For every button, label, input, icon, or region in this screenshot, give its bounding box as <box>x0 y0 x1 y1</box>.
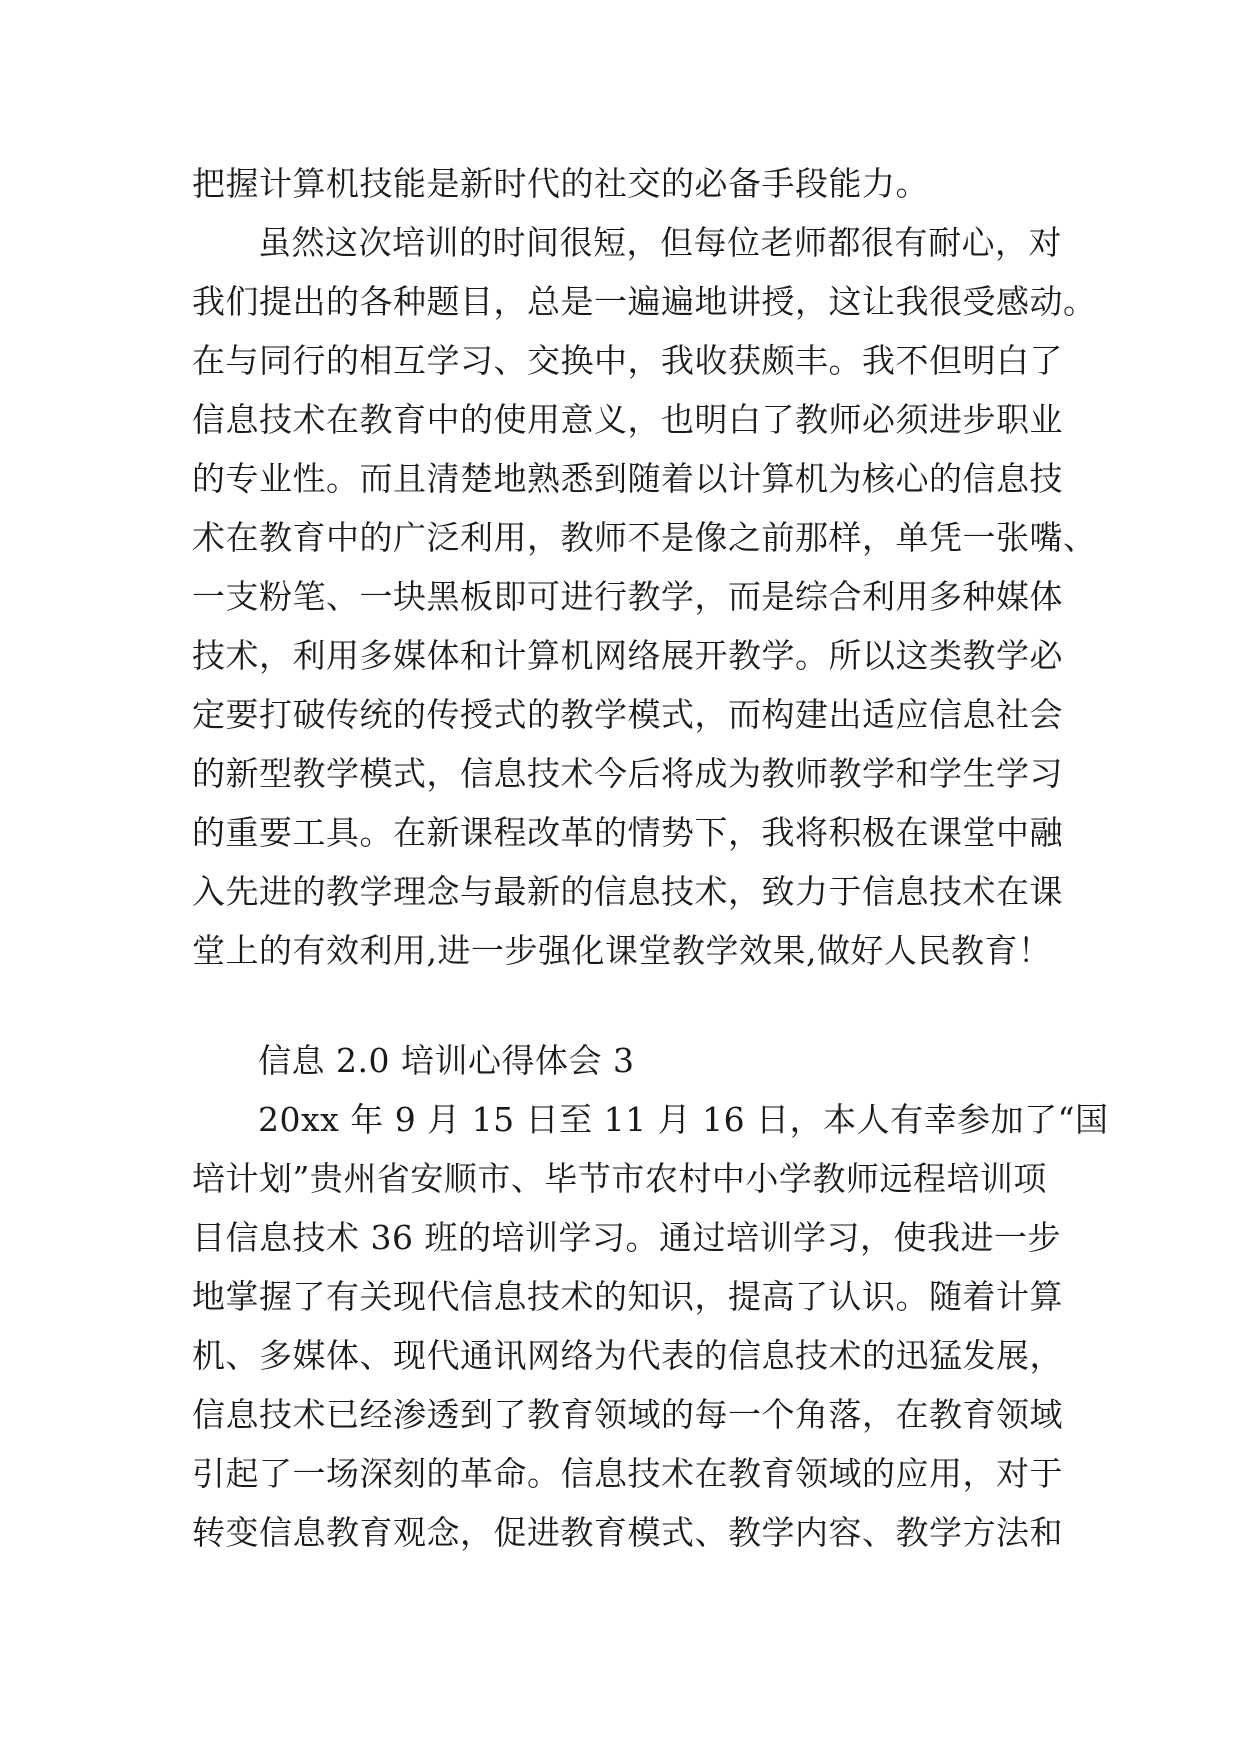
paragraph-line: 堂上的有效利用,进一步强化课堂教学效果,做好人民教育！ <box>192 931 1052 970</box>
paragraph-line: 信息技术在教育中的使用意义，也明白了教师必须进步职业 <box>192 400 1063 439</box>
paragraph-line: 我们提出的各种题目，总是一遍遍地讲授，这让我很受感动。 <box>192 282 1097 321</box>
paragraph-line: 地掌握了有关现代信息技术的知识，提高了认识。随着计算 <box>192 1277 1063 1316</box>
paragraph-line: 机、多媒体、现代通讯网络为代表的信息技术的迅猛发展， <box>192 1336 1063 1375</box>
paragraph-line: 的专业性。而且清楚地熟悉到随着以计算机为核心的信息技 <box>192 459 1063 498</box>
paragraph-line: 20xx 年 9 月 15 日至 11 月 16 日，本人有幸参加了“国 <box>258 1100 1109 1139</box>
paragraph-line: 术在教育中的广泛利用，教师不是像之前那样，单凭一张嘴、 <box>192 518 1097 557</box>
paragraph-line: 一支粉笔、一块黑板即可进行教学，而是综合利用多种媒体 <box>192 577 1063 616</box>
paragraph-line: 的新型教学模式，信息技术今后将成为教师教学和学生学习 <box>192 754 1063 793</box>
paragraph-line: 引起了一场深刻的革命。信息技术在教育领域的应用，对于 <box>192 1454 1063 1493</box>
paragraph-line: 虽然这次培训的时间很短，但每位老师都很有耐心，对 <box>258 223 1062 262</box>
paragraph-line: 技术，利用多媒体和计算机网络展开教学。所以这类教学必 <box>192 636 1063 675</box>
paragraph-line: 定要打破传统的传授式的教学模式，而构建出适应信息社会 <box>192 695 1063 734</box>
paragraph-line: 入先进的教学理念与最新的信息技术，致力于信息技术在课 <box>192 872 1063 911</box>
paragraph-line: 目信息技术 36 班的培训学习。通过培训学习，使我进一步 <box>192 1218 1061 1257</box>
paragraph-line: 培计划”贵州省安顺市、毕节市农村中小学教师远程培训项 <box>192 1159 1047 1198</box>
paragraph-line: 把握计算机技能是新时代的社交的必备手段能力。 <box>192 164 929 203</box>
paragraph-line: 在与同行的相互学习、交换中，我收获颇丰。我不但明白了 <box>192 341 1063 380</box>
section-heading: 信息 2.0 培训心得体会 3 <box>258 1041 635 1080</box>
paragraph-line: 的重要工具。在新课程改革的情势下，我将积极在课堂中融 <box>192 813 1063 852</box>
paragraph-line: 转变信息教育观念，促进教育模式、教学内容、教学方法和 <box>192 1513 1063 1552</box>
paragraph-line: 信息技术已经渗透到了教育领域的每一个角落，在教育领域 <box>192 1395 1063 1434</box>
